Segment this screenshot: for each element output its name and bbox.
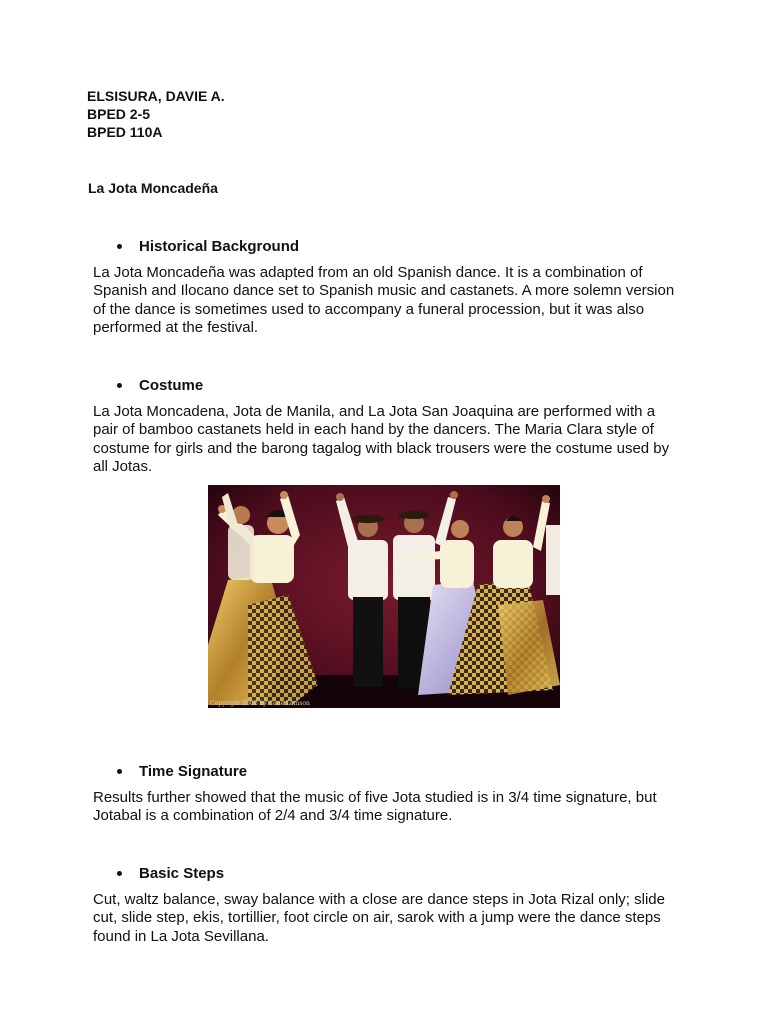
dancers-photo: [208, 485, 560, 708]
student-name: ELSISURA, DAVIE A.: [87, 88, 225, 104]
section-time-signature: [93, 761, 683, 826]
section-basic-steps: [93, 863, 683, 946]
section-costume: [93, 375, 683, 476]
section-heading: Time Signature: [139, 762, 248, 780]
section-heading: Historical Background: [139, 237, 300, 255]
student-section: BPED 2-5: [87, 106, 151, 122]
section-heading: Basic Steps: [139, 864, 225, 882]
section-paragraph: La Jota Moncadena, Jota de Manila, and La Jota San Joaquina are performed with a pair of bamboo castanets held in each hand by the dancers. The Maria Clara style of costume for girls and the barong tagalog with black trousers were the costume used by all Jotas.: [93, 403, 670, 475]
bullet-icon: [117, 871, 122, 876]
section-historical-background: [93, 236, 683, 337]
document-title: La Jota Moncadeña: [88, 180, 218, 196]
section-paragraph: La Jota Moncadeña was adapted from an old Spanish dance. It is a combination of Spanish and Ilocano dance set to Spanish music and castanets. A more solemn version of the dance is sometimes used to accompany a funeral procession, but it was also performed at the festival.: [93, 264, 675, 336]
bullet-icon: [117, 244, 122, 249]
section-paragraph: Results further showed that the music of five Jota studied is in 3/4 time signature, but Jotabal is a combination of 2/4 and 3/4 time signature.: [93, 789, 657, 825]
section-paragraph: Cut, waltz balance, sway balance with a close are dance steps in Jota Rizal only; slide cut, slide step, ekis, tortillier, foot circle on air, sarok with a jump were the dance steps found in La Jota Sevillana.: [93, 891, 665, 945]
course-code: BPED 110A: [87, 124, 163, 140]
bullet-icon: [117, 769, 122, 774]
photo-copyright: Copyright 2002 by Cane Lamson: [210, 700, 310, 707]
student-header: [87, 87, 225, 141]
bullet-icon: [117, 383, 122, 388]
section-heading: Costume: [139, 376, 204, 394]
